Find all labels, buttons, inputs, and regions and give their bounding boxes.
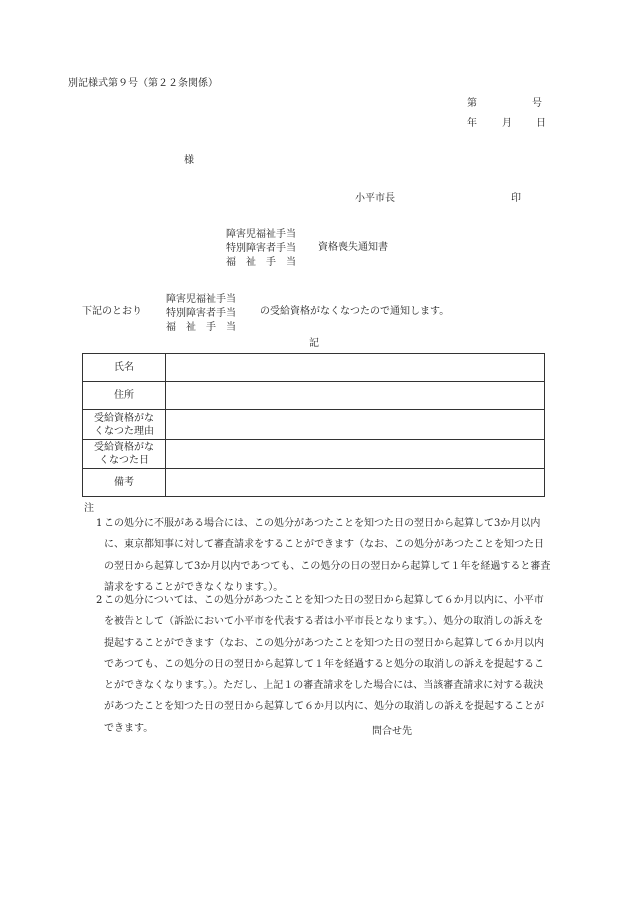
table-row [83, 382, 545, 410]
seal-mark: 印 [511, 193, 521, 204]
allowance-item: 福 祉 手 当 [226, 257, 296, 268]
document-number-prefix: 第 [467, 98, 477, 109]
document-number-suffix: 号 [532, 98, 542, 109]
date-day: 日 [536, 118, 546, 129]
details-table [82, 353, 545, 497]
note-text: この処分については、この処分があつたことを知つた日の翌日から起算して６か月以内に、小平市を被告として（訴訟において小平市を代表する者は小平市長となります。）、処分の取消しの訴えを提起することができます（なお、この処分があつたことを知つた日の翌日から起算して６か月以内であつても、この処分の日の翌日から起算して１年を経過すると処分の取消しの訴えを提起することができなくなります。）。ただし、上記１の審査請求をした場合には、当該審査請求に対する裁決があつたことを知つた日の翌日から起算して６か月以内に、処分の取消しの訴えを提起することができます。 [104, 595, 544, 734]
sender-mayor: 小平市長 [355, 193, 395, 204]
allowance-item: 福 祉 手 当 [166, 322, 236, 333]
addressee-honorific: 様 [184, 155, 194, 166]
table-row [83, 440, 545, 469]
table-row [83, 354, 545, 382]
title-allowance-list [226, 228, 296, 270]
form-id: 別記様式第９号（第２２条関係） [68, 78, 218, 89]
allowance-item: 特別障害者手当 [166, 308, 236, 319]
row-value [166, 382, 545, 410]
row-value [166, 410, 545, 440]
date-month: 月 [502, 118, 512, 129]
note-item [96, 590, 552, 739]
note-number: 2 [96, 595, 103, 606]
row-label: 受給資格がな くなつた日 [83, 440, 166, 469]
note-item [96, 513, 552, 598]
allowance-item: 特別障害者手当 [226, 243, 296, 254]
table-row [83, 469, 545, 497]
body-allowance-list [166, 293, 236, 335]
allowance-item: 障害児福祉手当 [226, 229, 296, 240]
body-text: の受給資格がなくなつたので通知します。 [260, 306, 450, 317]
row-label: 備考 [83, 469, 166, 497]
row-label: 受給資格がな くなつた理由 [83, 410, 166, 440]
row-value [166, 440, 545, 469]
table-row [83, 410, 545, 440]
ki-heading: 記 [309, 338, 319, 349]
note-number: 1 [96, 518, 103, 529]
note-text: この処分に不服がある場合には、この処分があつたことを知つた日の翌日から起算して3か月以内に、東京都知事に対して審査請求をすることができます（なお、この処分があつたことを知つた日の翌日から起算して3か月以内であつても、この処分の日の翌日から起算して１年を経過すると審査請求をすることができなくなります。）。 [104, 518, 551, 593]
row-value [166, 354, 545, 382]
document-title: 資格喪失通知書 [318, 242, 388, 253]
contact-label: 問合せ先 [372, 726, 412, 737]
row-label: 住所 [83, 382, 166, 410]
notes-heading: 注 [84, 503, 94, 514]
row-value [166, 469, 545, 497]
body-intro: 下記のとおり [82, 306, 142, 317]
allowance-item: 障害児福祉手当 [166, 294, 236, 305]
row-label: 氏名 [83, 354, 166, 382]
date-year: 年 [467, 118, 477, 129]
